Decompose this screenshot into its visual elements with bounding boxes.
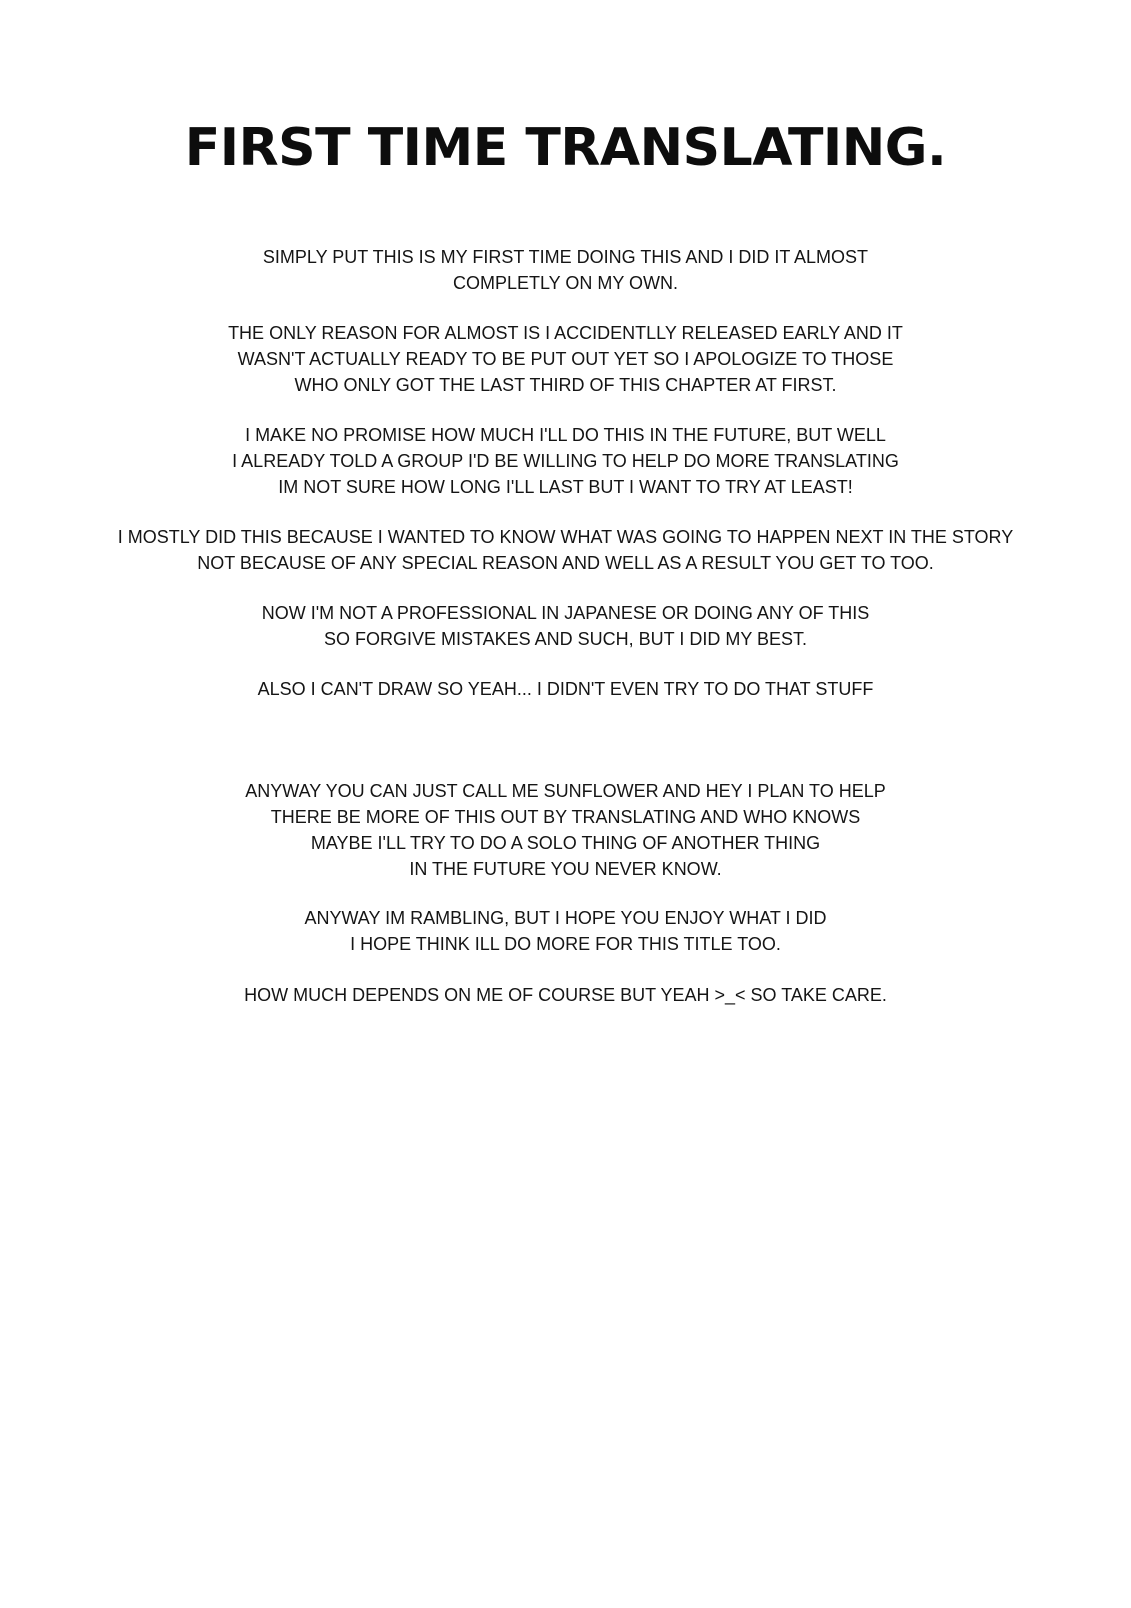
paragraph-line: WASN'T ACTUALLY READY TO BE PUT OUT YET SO I APOLOGIZE TO THOSE	[237, 349, 894, 369]
paragraph-line: WHO ONLY GOT THE LAST THIRD OF THIS CHAPTER AT FIRST.	[294, 375, 837, 395]
paragraph-promise	[0, 422, 1131, 500]
paragraph-line: SO FORGIVE MISTAKES AND SUCH, BUT I DID MY BEST.	[323, 629, 808, 649]
paragraph-not-professional	[0, 600, 1131, 652]
paragraph-line: THERE BE MORE OF THIS OUT BY TRANSLATING AND WHO KNOWS	[270, 807, 861, 827]
page-title: FIRST TIME TRANSLATING.	[184, 118, 947, 178]
paragraph-line: I MOSTLY DID THIS BECAUSE I WANTED TO KNOW WHAT WAS GOING TO HAPPEN NEXT IN THE STORY	[117, 527, 1014, 547]
paragraph-line: NOW I'M NOT A PROFESSIONAL IN JAPANESE OR DOING ANY OF THIS	[261, 603, 870, 623]
paragraph-line: ANYWAY YOU CAN JUST CALL ME SUNFLOWER AND HEY I PLAN TO HELP	[245, 781, 886, 801]
paragraph-take-care	[0, 982, 1131, 1008]
paragraph-line: I ALREADY TOLD A GROUP I'D BE WILLING TO HELP DO MORE TRANSLATING	[232, 451, 899, 471]
paragraph-cant-draw	[0, 676, 1131, 702]
paragraph-line: THE ONLY REASON FOR ALMOST IS I ACCIDENTLLY RELEASED EARLY AND IT	[228, 323, 903, 343]
paragraph-line: IN THE FUTURE YOU NEVER KNOW.	[409, 859, 722, 879]
paragraph-line: ANYWAY IM RAMBLING, BUT I HOPE YOU ENJOY WHAT I DID	[304, 908, 827, 928]
paragraph-first-time	[0, 244, 1131, 296]
paragraph-motivation	[0, 524, 1131, 576]
paragraph-line: HOW MUCH DEPENDS ON ME OF COURSE BUT YEAH >_< SO TAKE CARE.	[244, 985, 887, 1005]
paragraph-line: I HOPE THINK ILL DO MORE FOR THIS TITLE TOO.	[350, 934, 781, 954]
paragraph-rambling	[0, 905, 1131, 957]
paragraph-line: ALSO I CAN'T DRAW SO YEAH... I DIDN'T EVEN TRY TO DO THAT STUFF	[257, 679, 874, 699]
paragraph-line: IM NOT SURE HOW LONG I'LL LAST BUT I WANT TO TRY AT LEAST!	[278, 477, 853, 497]
paragraph-line: MAYBE I'LL TRY TO DO A SOLO THING OF ANOTHER THING	[310, 833, 821, 853]
paragraph-reason	[0, 320, 1131, 398]
paragraph-line: I MAKE NO PROMISE HOW MUCH I'LL DO THIS IN THE FUTURE, BUT WELL	[245, 425, 886, 445]
paragraph-line: COMPLETLY ON MY OWN.	[452, 273, 679, 293]
paragraph-line: NOT BECAUSE OF ANY SPECIAL REASON AND WELL AS A RESULT YOU GET TO TOO.	[197, 553, 934, 573]
paragraph-sunflower	[0, 778, 1131, 882]
paragraph-line: SIMPLY PUT THIS IS MY FIRST TIME DOING THIS AND I DID IT ALMOST	[262, 247, 869, 267]
